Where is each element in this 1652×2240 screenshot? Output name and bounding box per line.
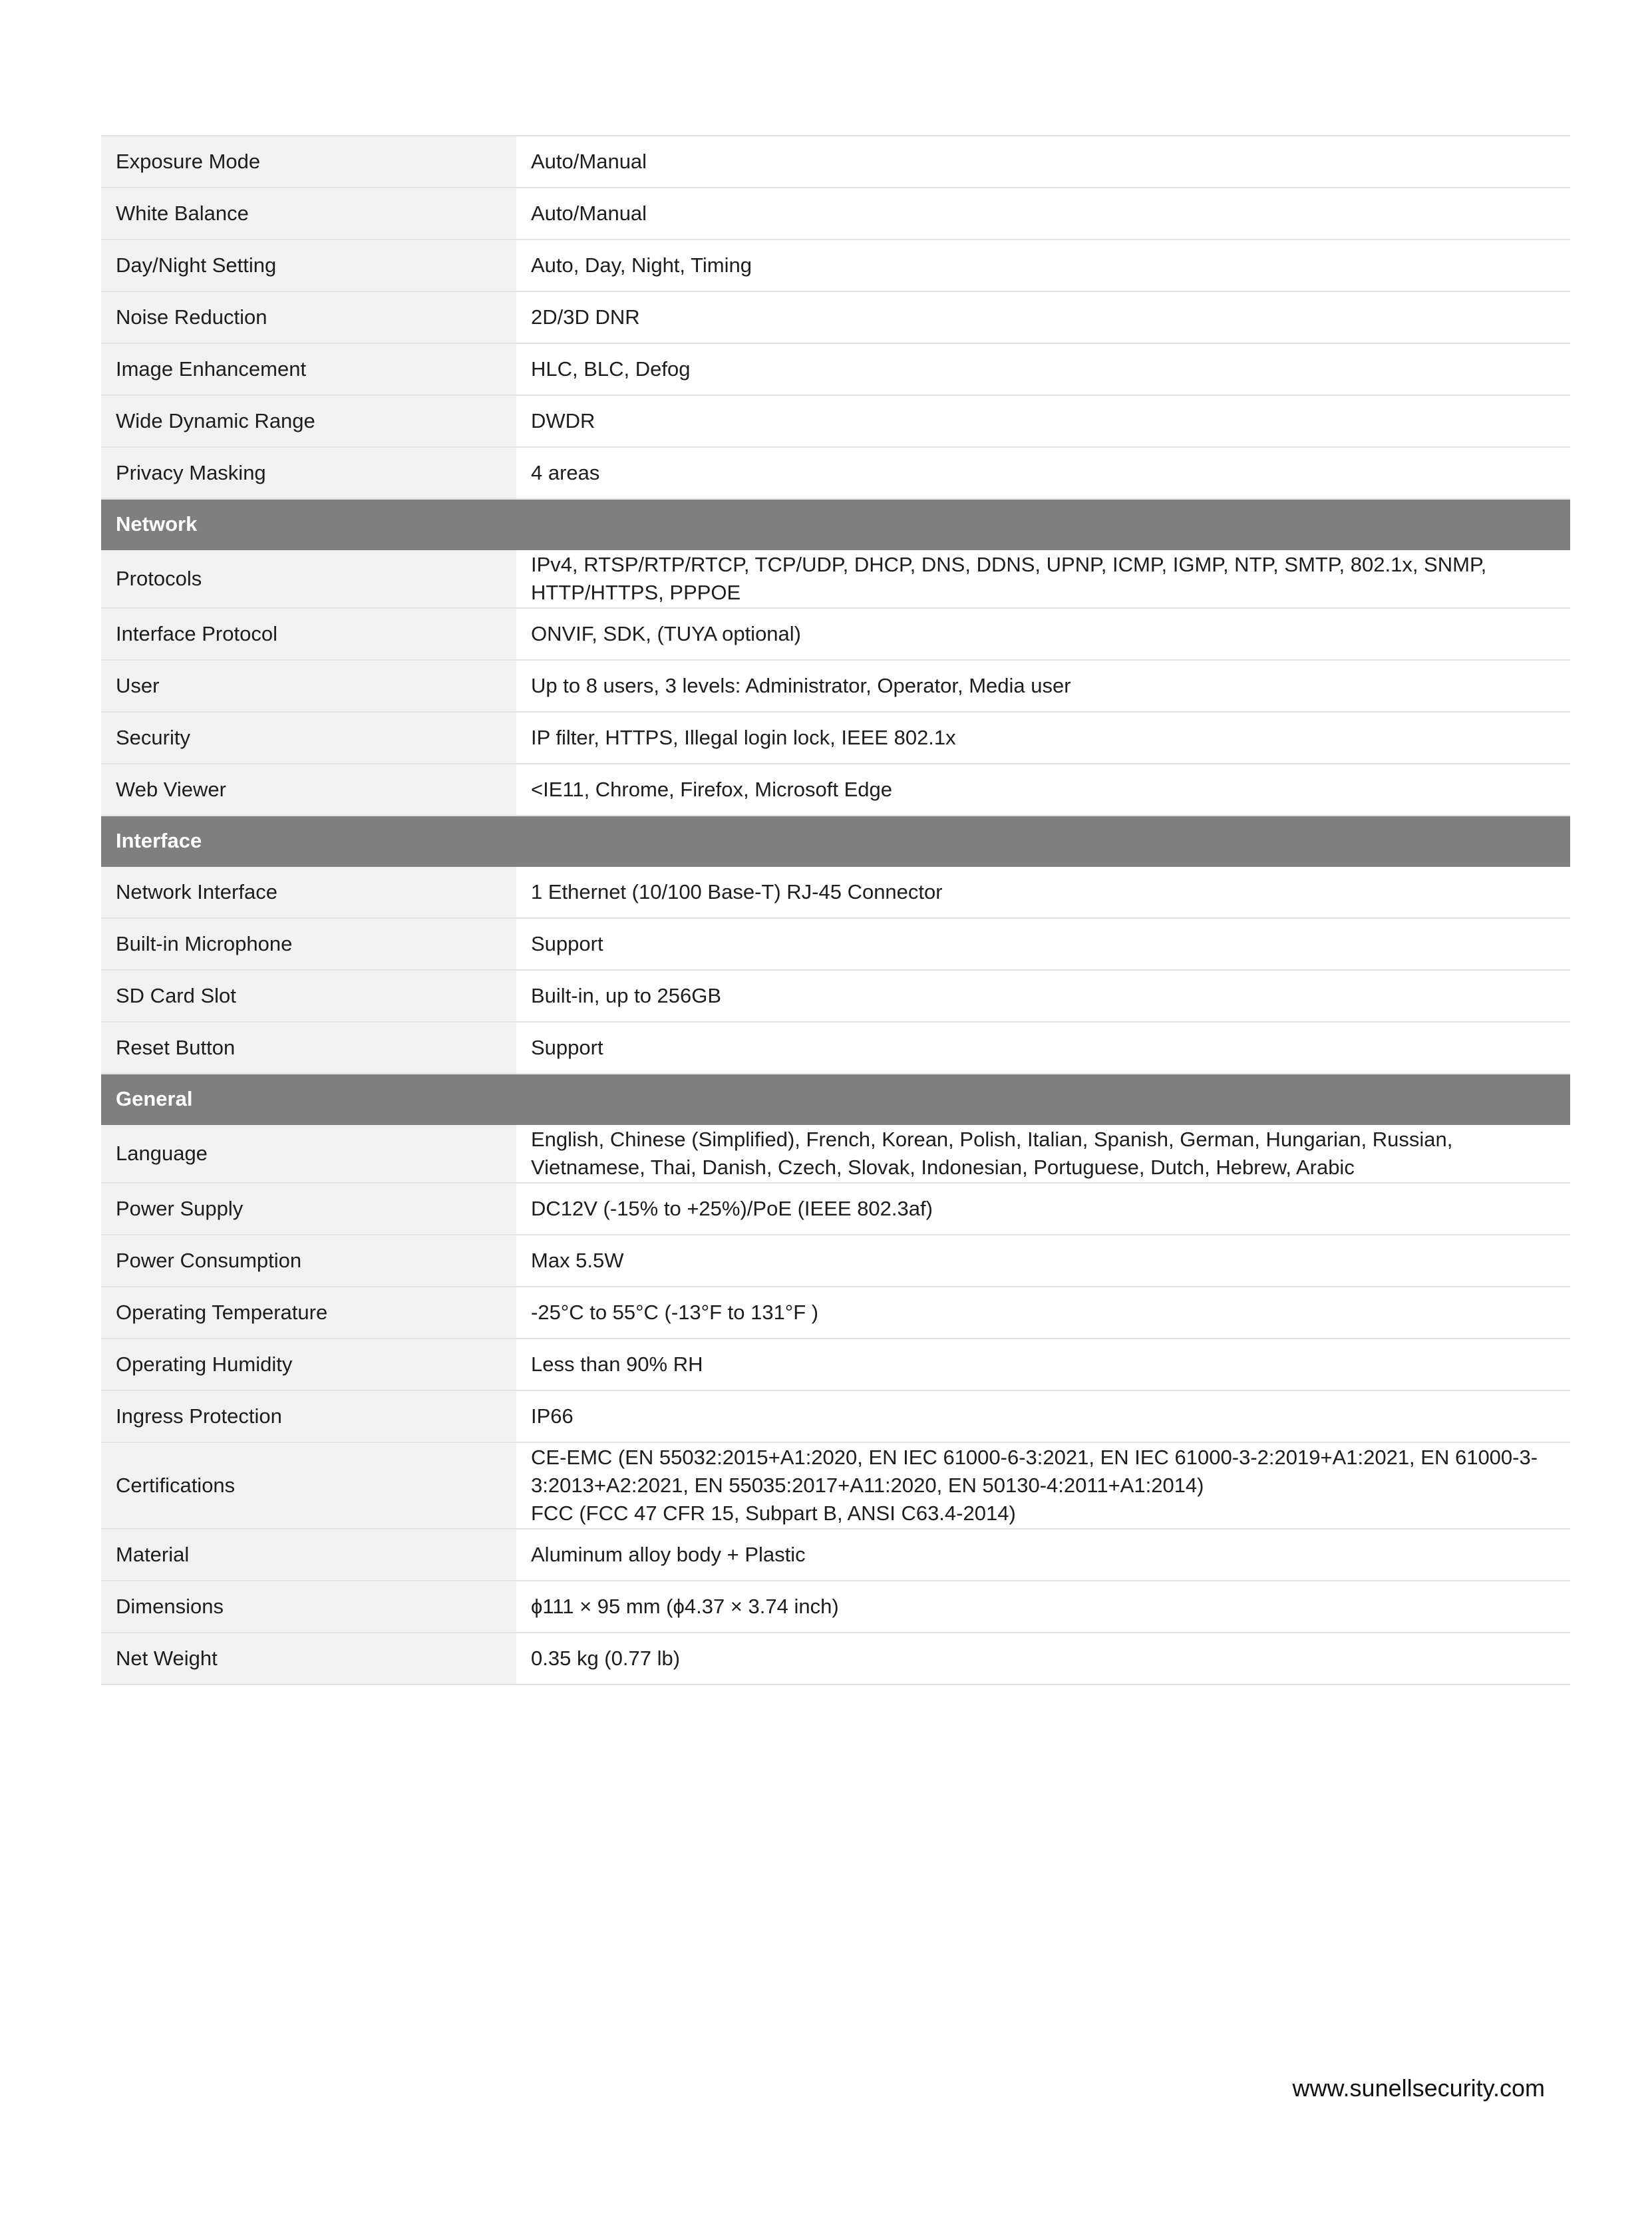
spec-row-wide-dynamic-range [101,395,1570,447]
spec-value: 1 Ethernet (10/100 Base-T) RJ-45 Connector [516,866,1570,918]
spec-value: Built-in, up to 256GB [516,970,1570,1022]
spec-value: Auto/Manual [516,188,1570,240]
spec-label: Noise Reduction [101,291,516,343]
spec-value: ONVIF, SDK, (TUYA optional) [516,608,1570,660]
spec-value: DC12V (-15% to +25%)/PoE (IEEE 802.3af) [516,1183,1570,1235]
spec-label: Image Enhancement [101,343,516,395]
spec-label: Power Consumption [101,1235,516,1287]
spec-row-network-interface [101,866,1570,918]
section-title: Interface [101,816,1570,866]
spec-label: Language [101,1124,516,1183]
spec-row-exposure-mode [101,136,1570,188]
spec-value: Auto/Manual [516,136,1570,188]
spec-value: Less than 90% RH [516,1339,1570,1390]
spec-label: User [101,660,516,712]
spec-label: White Balance [101,188,516,240]
section-header-interface [101,816,1570,866]
spec-row-protocols [101,550,1570,608]
spec-row-material [101,1529,1570,1581]
spec-label: Web Viewer [101,764,516,816]
spec-value: -25°C to 55°C (-13°F to 131°F ) [516,1287,1570,1339]
spec-value: Support [516,1022,1570,1074]
spec-value: Auto, Day, Night, Timing [516,240,1570,291]
spec-row-security [101,712,1570,764]
spec-row-language [101,1124,1570,1183]
spec-value: Support [516,918,1570,970]
section-title: Network [101,499,1570,550]
spec-label: Built-in Microphone [101,918,516,970]
spec-label: SD Card Slot [101,970,516,1022]
spec-value: ϕ111 × 95 mm (ϕ4.37 × 3.74 inch) [516,1581,1570,1633]
spec-value: Aluminum alloy body + Plastic [516,1529,1570,1581]
spec-row-image-enhancement [101,343,1570,395]
spec-label: Day/Night Setting [101,240,516,291]
spec-value: 4 areas [516,447,1570,499]
spec-row-ingress-protection [101,1390,1570,1442]
spec-row-white-balance [101,188,1570,240]
spec-row-user [101,660,1570,712]
spec-row-sd-card-slot [101,970,1570,1022]
spec-row-web-viewer [101,764,1570,816]
spec-label: Privacy Masking [101,447,516,499]
spec-value: IP filter, HTTPS, Illegal login lock, IEEE 802.1x [516,712,1570,764]
spec-value: CE-EMC (EN 55032:2015+A1:2020, EN IEC 61000-6-3:2021, EN IEC 61000-3-2:2019+A1:2021, EN 61000-3- 3:2013+A2:2021, EN 55035:2017+A11:2020, EN 50130-4:2011+A1:2014) FCC (FCC 47 CFR 15, Subpart B, ANSI C63.4-2014) [516,1442,1570,1529]
spec-label: Power Supply [101,1183,516,1235]
footer-website-url: www.sunellsecurity.com [1292,2074,1545,2102]
spec-label: Operating Temperature [101,1287,516,1339]
spec-row-net-weight [101,1633,1570,1684]
spec-label: Protocols [101,550,516,608]
spec-value: DWDR [516,395,1570,447]
spec-row-power-consumption [101,1235,1570,1287]
spec-row-power-supply [101,1183,1570,1235]
spec-label: Operating Humidity [101,1339,516,1390]
spec-row-noise-reduction [101,291,1570,343]
spec-label: Net Weight [101,1633,516,1684]
spec-value: 0.35 kg (0.77 lb) [516,1633,1570,1684]
spec-row-operating-temperature [101,1287,1570,1339]
spec-row-certifications [101,1442,1570,1529]
spec-row-interface-protocol [101,608,1570,660]
spec-row-day-night-setting [101,240,1570,291]
spec-value: IPv4, RTSP/RTP/RTCP, TCP/UDP, DHCP, DNS, DDNS, UPNP, ICMP, IGMP, NTP, SMTP, 802.1x, SNMP, HTTP/HTTPS, PPPOE [516,550,1570,608]
spec-label: Wide Dynamic Range [101,395,516,447]
spec-label: Ingress Protection [101,1390,516,1442]
spec-row-privacy-masking [101,447,1570,499]
spec-row-reset-button [101,1022,1570,1074]
spec-label: Reset Button [101,1022,516,1074]
spec-value: English, Chinese (Simplified), French, Korean, Polish, Italian, Spanish, German, Hungarian, Russian, Vietnamese, Thai, Danish, Czech, Slovak, Indonesian, Portuguese, Dutch, Hebrew, Arabic [516,1124,1570,1183]
spec-value: Up to 8 users, 3 levels: Administrator, Operator, Media user [516,660,1570,712]
section-header-general [101,1074,1570,1124]
spec-row-built-in-microphone [101,918,1570,970]
spec-label: Certifications [101,1442,516,1529]
spec-row-dimensions [101,1581,1570,1633]
spec-label: Dimensions [101,1581,516,1633]
spec-label: Material [101,1529,516,1581]
spec-row-operating-humidity [101,1339,1570,1390]
spec-label: Exposure Mode [101,136,516,188]
spec-label: Interface Protocol [101,608,516,660]
spec-label: Network Interface [101,866,516,918]
spec-value: HLC, BLC, Defog [516,343,1570,395]
spec-value: Max 5.5W [516,1235,1570,1287]
section-title: General [101,1074,1570,1124]
spec-value: <IE11, Chrome, Firefox, Microsoft Edge [516,764,1570,816]
spec-label: Security [101,712,516,764]
spec-table [101,135,1570,1685]
section-header-network [101,499,1570,550]
spec-value: IP66 [516,1390,1570,1442]
spec-value: 2D/3D DNR [516,291,1570,343]
